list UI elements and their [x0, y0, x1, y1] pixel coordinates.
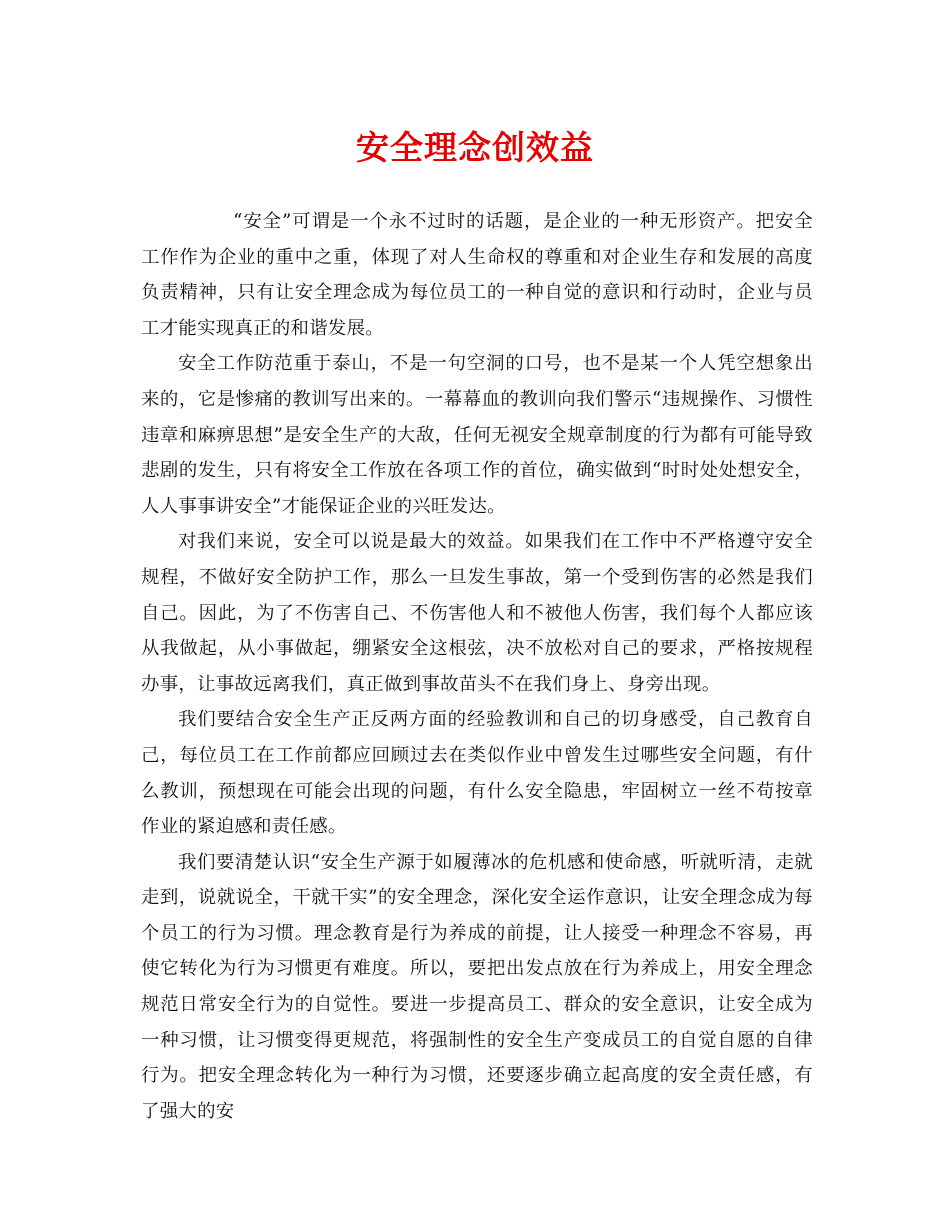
paragraph-4: 我们要结合安全生产正反两方面的经验教训和自己的切身感受，自己教育自己，每位员工在工作前都应回顾过去在类似作业中曾发生过哪些安全问题，有什么教训，预想现在可能会出现的问题，有什么安全隐患，牢固树立一丝不苟按章作业的紧迫感和责任感。: [141, 709, 813, 838]
paragraph-2: 安全工作防范重于泰山，不是一句空洞的口号，也不是某一个人凭空想象出来的，它是惨痛的教训写出来的。一幕幕血的教训向我们警示“违规操作、习惯性违章和麻痹思想”是安全生产的大敌，任何无视安全规章制度的行为都有可能导致悲剧的发生，只有将安全工作放在各项工作的首位，确实做到“时时处处想安全，人人事事讲安全”才能保证企业的兴旺发达。: [141, 353, 813, 517]
page-title: 安全理念创效益: [356, 128, 594, 167]
document-body: [141, 204, 813, 1129]
paragraph-5: 我们要清楚认识“安全生产源于如履薄冰的危机感和使命感，听就听清，走就走到，说就说全，干就干实”的安全理念，深化安全运作意识，让安全理念成为每个员工的行为习惯。理念教育是行为养成的前提，让人接受一种理念不容易，再使它转化为行为习惯更有难度。所以，要把出发点放在行为养成上，用安全理念规范日常安全行为的自觉性。要进一步提高员工、群众的安全意识，让安全成为一种习惯，让习惯变得更规范，将强制性的安全生产变成员工的自觉自愿的自律行为。把安全理念转化为一种行为习惯，还要逐步确立起高度的安全责任感，有了强大的安: [141, 851, 813, 1122]
paragraph-3: 对我们来说，安全可以说是最大的效益。如果我们在工作中不严格遵守安全规程，不做好安全防护工作，那么一旦发生事故，第一个受到伤害的必然是我们自己。因此，为了不伤害自己、不伤害他人和不被他人伤害，我们每个人都应该从我做起，从小事做起，绷紧安全这根弦，决不放松对自己的要求，严格按规程办事，让事故远离我们，真正做到事故苗头不在我们身上、身旁出现。: [141, 531, 813, 695]
paragraph-1: “安全”可谓是一个永不过时的话题，是企业的一种无形资产。把安全工作作为企业的重中之重，体现了对人生命权的尊重和对企业生存和发展的高度负责精神，只有让安全理念成为每位员工的一种自觉的意识和行动时，企业与员工才能实现真正的和谐发展。: [141, 211, 813, 339]
